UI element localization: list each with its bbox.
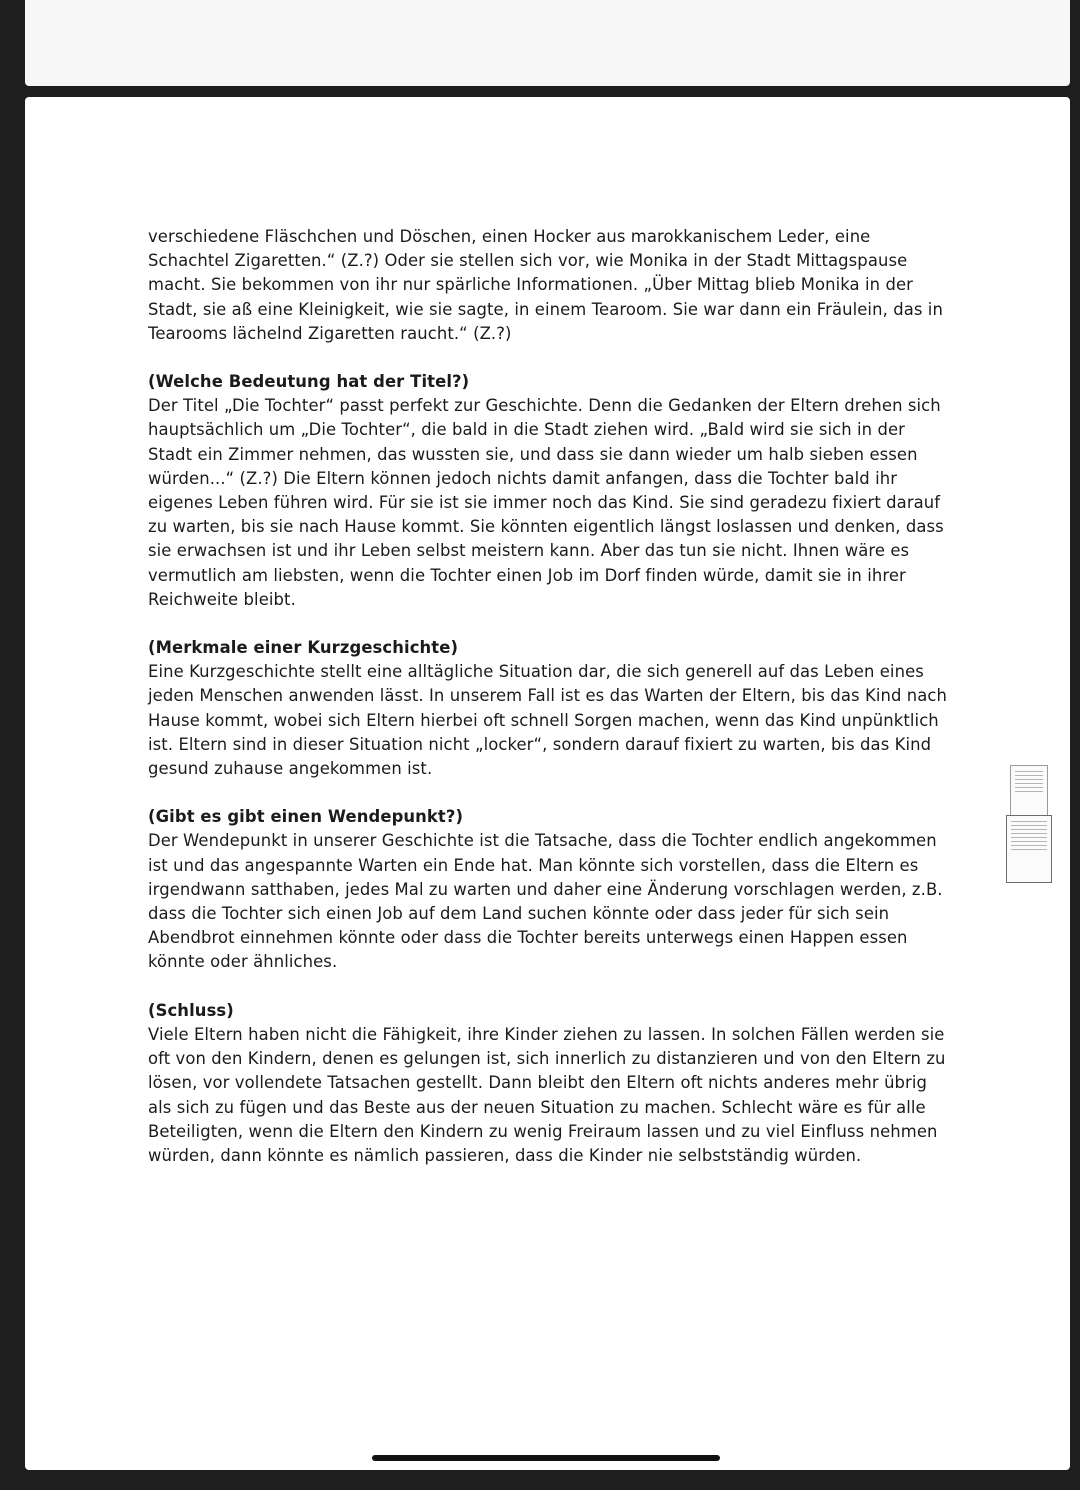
page-content xyxy=(148,225,948,1192)
section-turning-point xyxy=(148,805,948,974)
page-thumbnail-2[interactable] xyxy=(1006,815,1052,883)
section-heading: (Schluss) xyxy=(148,1000,234,1020)
section-heading: (Welche Bedeutung hat der Titel?) xyxy=(148,372,470,392)
previous-page[interactable] xyxy=(25,0,1070,86)
section-heading: (Merkmale einer Kurzgeschichte) xyxy=(148,638,459,658)
section-text: Der Titel „Die Tochter“ passt perfekt zur Geschichte. Denn die Gedanken der Eltern drehen sich hauptsächlich um „Die Tochter“, die bald in die Stadt ziehen wird. „Bald wird sie sich in der Stadt ein Zimmer nehmen, das wussten sie, und dass sie dann wieder um halb sieben essen würden...“ (Z.?) Die Eltern können jedoch nichts damit anfangen, dass die Tochter bald ihr eigenes Leben führen wird. Für sie ist sie immer noch das Kind. Sie sind geradezu fixiert darauf zu warten, bis sie nach Hause kommt. Sie könnten eigentlich längst loslassen und denken, dass sie erwachsen ist und ihr Leben selbst meistern kann. Aber das tun sie nicht. Ihnen wäre es vermutlich am liebsten, wenn die Tochter einen Job im Dorf finden würde, damit sie in ihrer Reichweite bleibt. xyxy=(148,396,944,609)
section-text: Der Wendepunkt in unserer Geschichte ist die Tatsache, dass die Tochter endlich angekommen ist und das angespannte Warten ein Ende hat. Man könnte sich vorstellen, dass die Eltern es irgendwann satthaben, jedes Mal zu warten und daher eine Änderung vorschlagen werden, z.B. dass die Tochter sich einen Job auf dem Land suchen könnte oder dass jeder für sich sein Abendbrot einnehmen könnte oder dass die Tochter bereits unterwegs einen Happen essen könnte oder ähnliches. xyxy=(148,831,943,972)
home-indicator[interactable] xyxy=(372,1455,720,1461)
document-page xyxy=(25,97,1070,1470)
section-short-story-features xyxy=(148,636,948,781)
section-text: Eine Kurzgeschichte stellt eine alltägliche Situation dar, die sich generell auf das Leben eines jeden Menschen anwenden lässt. In unserem Fall ist es das Warten der Eltern, bis das Kind nach Hause kommt, wobei sich Eltern hierbei oft schnell Sorgen machen, wenn das Kind unpünktlich ist. Eltern sind in dieser Situation nicht „locker“, sondern darauf fixiert zu warten, bis das Kind gesund zuhause angekommen ist. xyxy=(148,662,948,779)
page-thumbnail-1[interactable] xyxy=(1010,765,1048,817)
section-conclusion xyxy=(148,999,948,1168)
page-thumbnails xyxy=(1004,765,1058,885)
intro-paragraph: verschiedene Fläschchen und Döschen, einen Hocker aus marokkanischem Leder, eine Schachtel Zigaretten.“ (Z.?) Oder sie stellen sich vor, wie Monika in der Stadt Mittagspause macht. Sie bekommen von ihr nur spärliche Informationen. „Über Mittag blieb Monika in der Stadt, sie aß eine Kleinigkeit, wie sie sagte, in einem Tearoom. Sie war dann ein Fräulein, das in Tearooms lächelnd Zigaretten raucht.“ (Z.?) xyxy=(148,227,943,343)
section-text: Viele Eltern haben nicht die Fähigkeit, ihre Kinder ziehen zu lassen. In solchen Fällen werden sie oft von den Kindern, denen es gelungen ist, sich innerlich zu distanzieren und von den Eltern zu lösen, vor vollendete Tatsachen gestellt. Dann bleibt den Eltern oft nichts anderes mehr übrig als sich zu fügen und das Beste aus der neuen Situation zu machen. Schlecht wäre es für alle Beteiligten, wenn die Eltern den Kindern zu wenig Freiraum lassen und zu viel Einfluss nehmen würden, dann könnte es nämlich passieren, dass die Kinder nie selbstständig würden. xyxy=(148,1024,946,1165)
section-heading: (Gibt es gibt einen Wendepunkt?) xyxy=(148,807,464,827)
section-title-meaning xyxy=(148,370,948,612)
